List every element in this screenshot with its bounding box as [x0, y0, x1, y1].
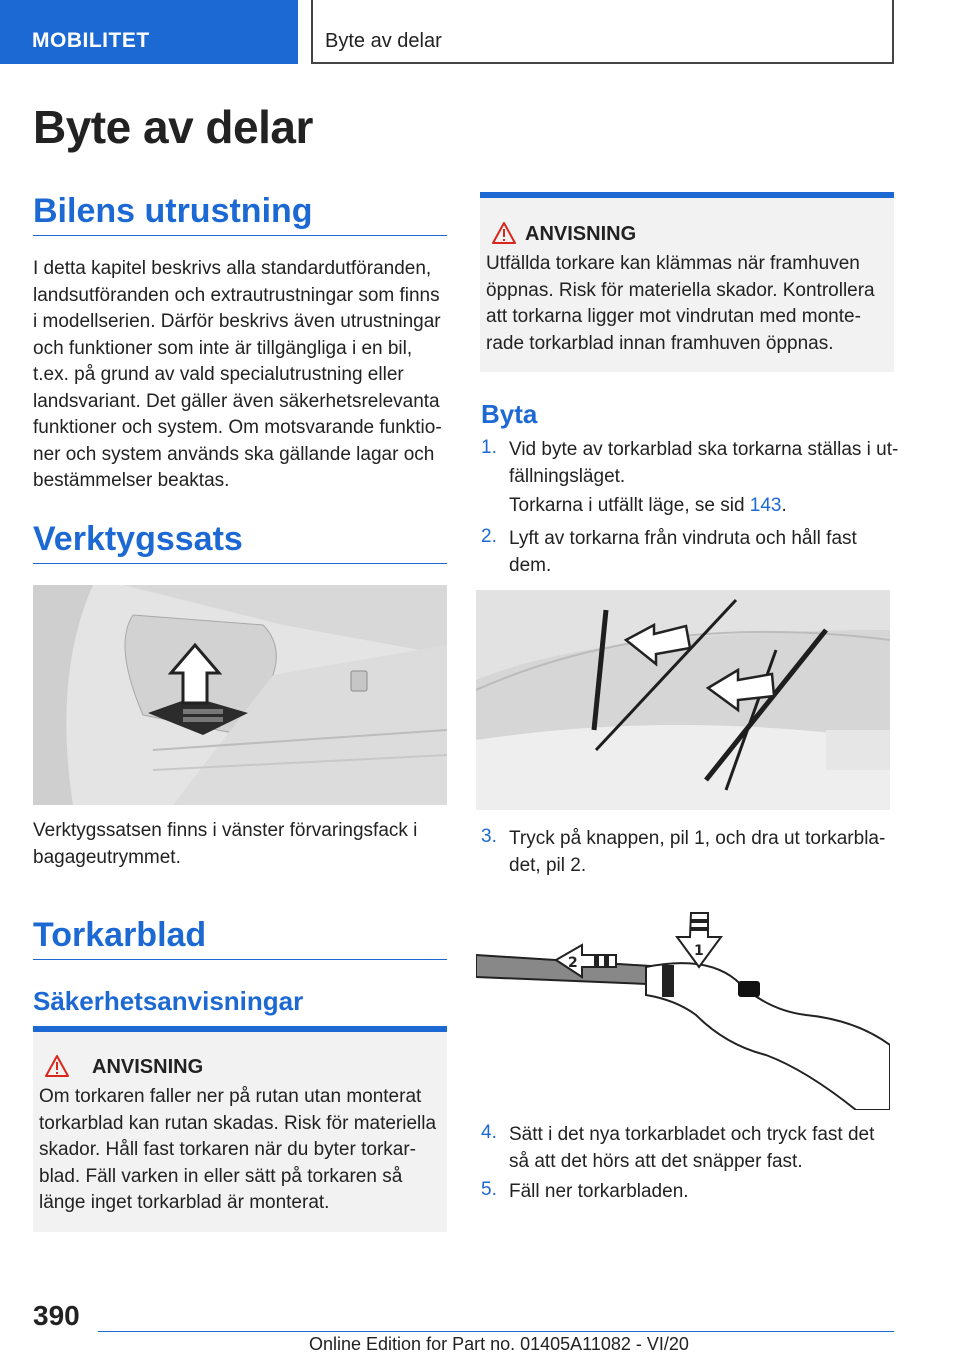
text-line: länge inget torkarblad är monterat.	[39, 1192, 330, 1213]
step-number: 1.	[481, 437, 497, 458]
step-2-text	[509, 526, 857, 579]
text-line: I detta kapitel beskrivs alla standardutföranden,	[33, 258, 432, 279]
text-line: ner och system används ska gällande lagar och	[33, 443, 435, 465]
text-line: landsutföranden och extrautrustningar som finns	[33, 284, 440, 306]
text-line: skador. Håll fast torkaren när du byter torkar-	[39, 1139, 416, 1160]
text-line: funktioner och system. Om motsvarande funktio-	[33, 417, 442, 438]
text-line: landsvariant. Det gäller även säkerhetsrelevanta	[33, 390, 440, 412]
edition-text: Online Edition for Part no. 01405A11082 - VI/20	[309, 1334, 689, 1354]
notice-box-left	[33, 1026, 447, 1232]
text-line: Lyft av torkarna från vindruta och håll fast	[509, 528, 857, 549]
text-line: Utfällda torkare kan klämmas när framhuven	[486, 253, 860, 274]
page-link-143[interactable]: 143	[749, 495, 782, 516]
heading-torkarblad: Torkarblad	[33, 916, 207, 954]
text-line: att torkarna ligger mot vindrutan med monte-	[486, 306, 861, 327]
text-line: rade torkarblad innan framhuven öppnas.	[486, 332, 834, 354]
heading-rule	[33, 563, 447, 564]
heading-rule	[33, 235, 447, 236]
wiper-release-illustration	[476, 905, 890, 1110]
step-number: 3.	[481, 826, 497, 847]
arrow-label-1: 1	[694, 943, 704, 959]
page-title: Byte av delar	[33, 101, 313, 153]
text-line: Verktygssatsen finns i vänster förvaringsfack i	[33, 820, 418, 841]
step-1-note	[509, 493, 787, 520]
wiper-lift-illustration	[476, 590, 890, 810]
step-3-text	[509, 826, 885, 879]
step-number: 2.	[481, 526, 497, 547]
toolkit-illustration	[33, 585, 447, 805]
heading-byta: Byta	[481, 399, 538, 429]
wiper-release-figure	[476, 905, 890, 1110]
text-line: t.ex. på grund av vald specialutrustning eller	[33, 364, 404, 385]
text-line: torkarblad kan rutan skadas. Risk för materiella	[39, 1112, 437, 1134]
text-line: dem.	[509, 554, 552, 576]
text-line: Vid byte av torkarblad ska torkarna ställas i ut-	[509, 439, 899, 460]
text-line: så att det hörs att det snäpper fast.	[509, 1150, 803, 1172]
subheading-sakerhetsanvisningar: Säkerhetsanvisningar	[33, 986, 304, 1016]
text-line: Om torkaren faller ner på rutan utan monterat	[39, 1086, 422, 1107]
notice-box-right	[480, 192, 894, 372]
text-line: det, pil 2.	[509, 854, 587, 876]
page-number: 390	[33, 1300, 80, 1331]
warning-icon	[491, 221, 517, 245]
text-line: Fäll ner torkarbladen.	[509, 1181, 689, 1202]
section-tab: MOBILITET	[0, 0, 298, 64]
text-line: och funktioner som inte är tillgängliga i en bil,	[33, 337, 413, 359]
text-line: bestämmelser beaktas.	[33, 470, 230, 491]
heading-verktygssats: Verktygssats	[33, 520, 243, 558]
warning-icon	[44, 1054, 70, 1078]
step-1-text	[509, 437, 898, 490]
notice-title: ANVISNING	[525, 223, 637, 245]
chapter-header: Byte av delar	[311, 0, 894, 64]
wiper-lift-figure	[476, 590, 890, 810]
text-line: öppnas. Risk för materiella skador. Kontrollera	[486, 279, 875, 301]
toolkit-figure	[33, 585, 447, 805]
step-5-text	[509, 1179, 689, 1206]
footer-rule	[98, 1331, 894, 1332]
text-line: bagageutrymmet.	[33, 846, 181, 868]
toolkit-caption	[33, 818, 417, 871]
heading-rule	[33, 959, 447, 960]
heading-bilens-utrustning: Bilens utrustning	[33, 192, 313, 230]
note-text: .	[781, 495, 787, 516]
note-text: Torkarna i utfällt läge, se sid	[509, 495, 750, 516]
notice-title: ANVISNING	[92, 1056, 204, 1078]
text-line: Sätt i det nya torkarbladet och tryck fast det	[509, 1124, 875, 1145]
notice-text	[39, 1084, 436, 1217]
text-line: blad. Fäll varken in eller sätt på torkaren så	[39, 1165, 403, 1187]
step-number: 5.	[481, 1179, 497, 1200]
text-line: Tryck på knappen, pil 1, och dra ut torkarbla-	[509, 828, 886, 849]
text-line: fällningsläget.	[509, 465, 626, 487]
bilens-paragraph	[33, 256, 442, 495]
notice-text	[486, 251, 875, 357]
text-line: i modellserien. Därför beskrivs även utrustningar	[33, 311, 441, 332]
arrow-label-2: 2	[568, 955, 578, 971]
step-4-text	[509, 1122, 874, 1175]
step-number: 4.	[481, 1122, 497, 1143]
